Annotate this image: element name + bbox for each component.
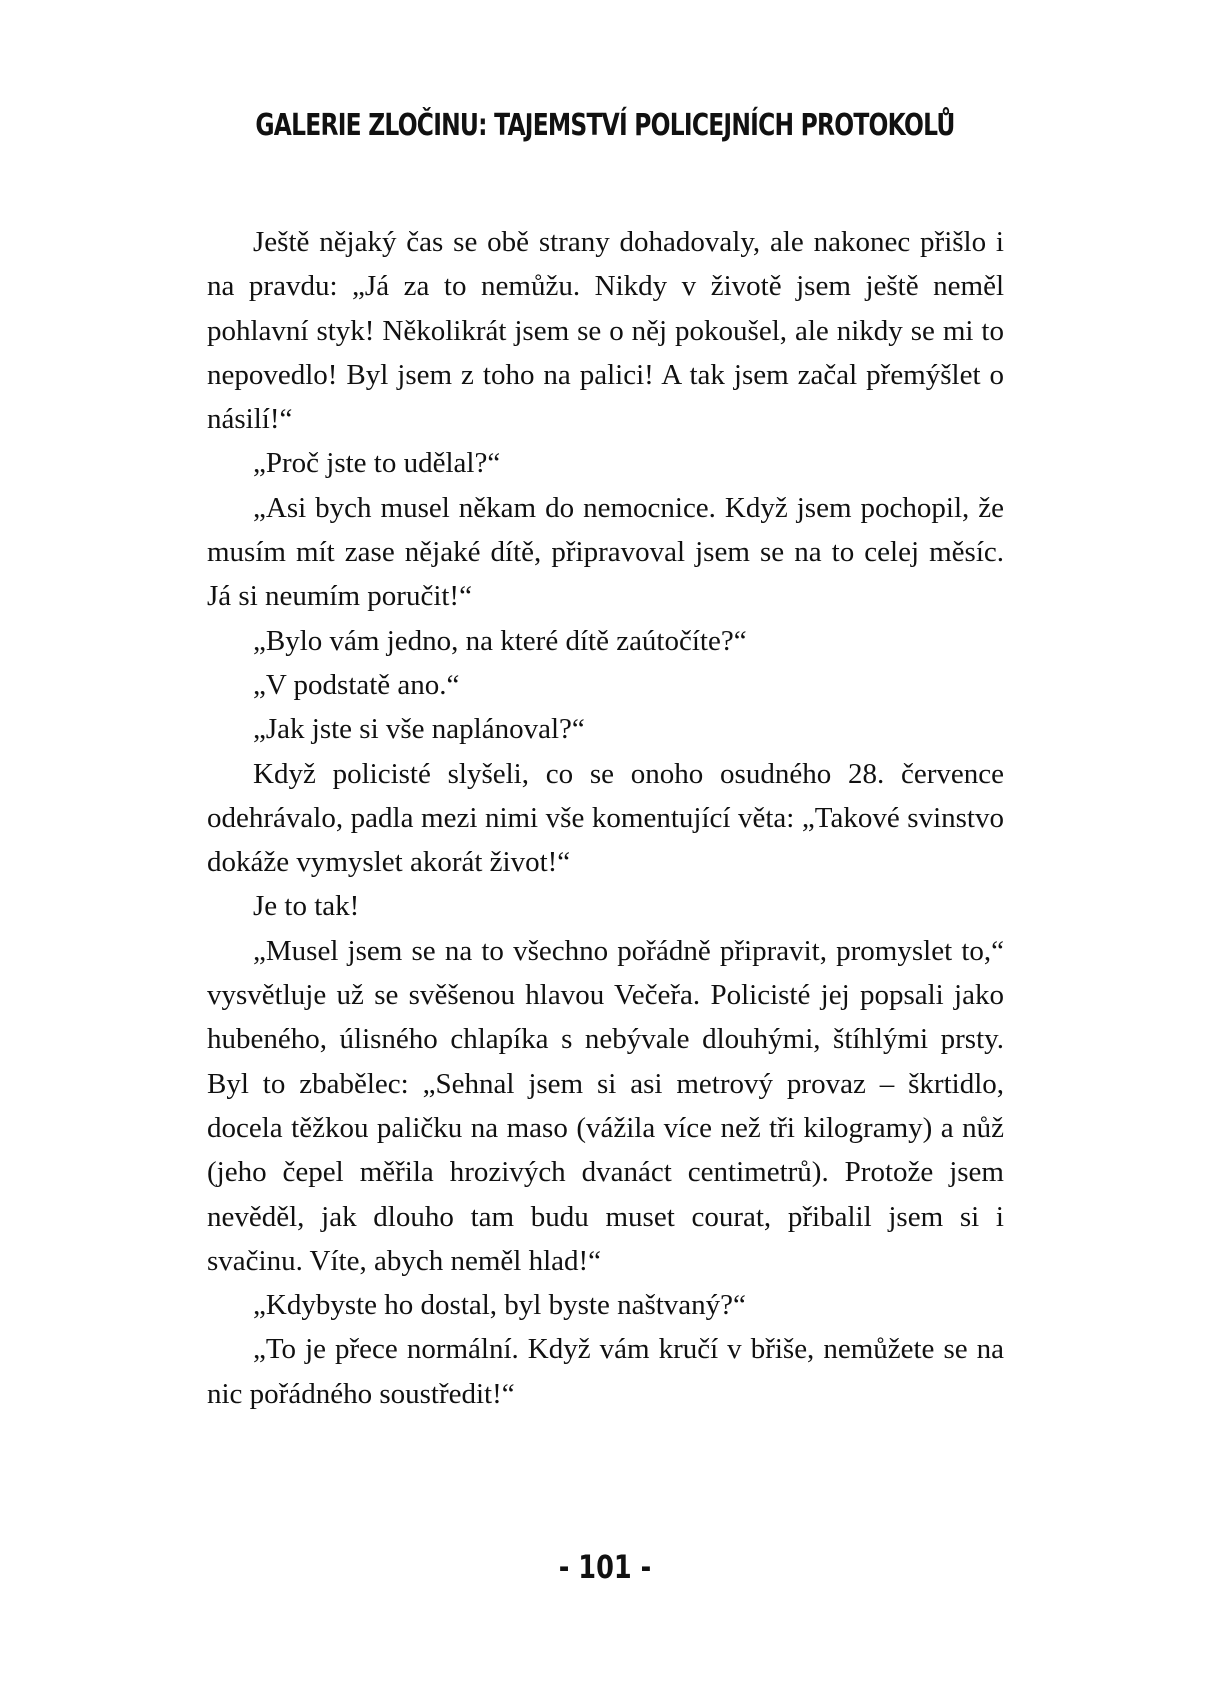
paragraph: „Bylo vám jedno, na které dítě zaútočíte?“ <box>253 624 747 657</box>
running-title: GALERIE ZLOČINU: TAJEMSTVÍ POLICEJNÍCH PROTOKOLŮ <box>255 108 955 143</box>
paragraph: „Proč jste to udělal?“ <box>253 447 501 480</box>
paragraph: Ještě nějaký čas se obě strany dohadovaly, ale nakonec přišlo i na pravdu: „Já za to nemůžu. Nikdy v životě jsem ještě neměl pohlavní styk! Několikrát jsem se o něj pokoušel, ale nikdy se mi to nepovedlo! Byl jsem z toho na palici! A tak jsem začal přemýšlet o násilí!“ <box>207 226 1004 436</box>
paragraph: „To je přece normální. Když vám kručí v břiše, nemůžete se na nic pořádného soustředit!“ <box>207 1333 1004 1410</box>
body-text <box>207 220 1004 1416</box>
paragraph: Je to tak! <box>253 890 360 923</box>
page-number: - 101 - <box>558 1548 652 1586</box>
paragraph: „Kdybyste ho dostal, byl byste naštvaný?“ <box>253 1289 746 1322</box>
paragraph: „Asi bych musel někam do nemocnice. Když jsem pochopil, že musím mít zase nějaké dítě, připravoval jsem se na to celej měsíc. Já si neumím poručit!“ <box>207 491 1004 613</box>
paragraph: Když policisté slyšeli, co se onoho osudného 28. července odehrávalo, padla mezi nimi vše komentující věta: „Takové svinstvo dokáže vymyslet akorát život!“ <box>207 757 1004 879</box>
paragraph: „Musel jsem se na to všechno pořádně připravit, promyslet to,“ vysvětluje už se svěšenou hlavou Večeřa. Policisté jej popsali jako hubeného, úlisného chlapíka s nebývale dlouhými, štíhlými prsty. Byl to zbabělec: „Sehnal jsem si asi metrový provaz – škrtidlo, docela těžkou paličku na maso (vážila více než tři kilogramy) a nůž (jeho čepel měřila hrozivých dvanáct centimetrů). Protože jsem nevěděl, jak dlouho tam budu muset courat, přibalil jsem si i svačinu. Víte, abych neměl hlad!“ <box>207 934 1004 1277</box>
paragraph: „V podstatě ano.“ <box>253 668 460 701</box>
paragraph: „Jak jste si vše naplánoval?“ <box>253 713 585 746</box>
